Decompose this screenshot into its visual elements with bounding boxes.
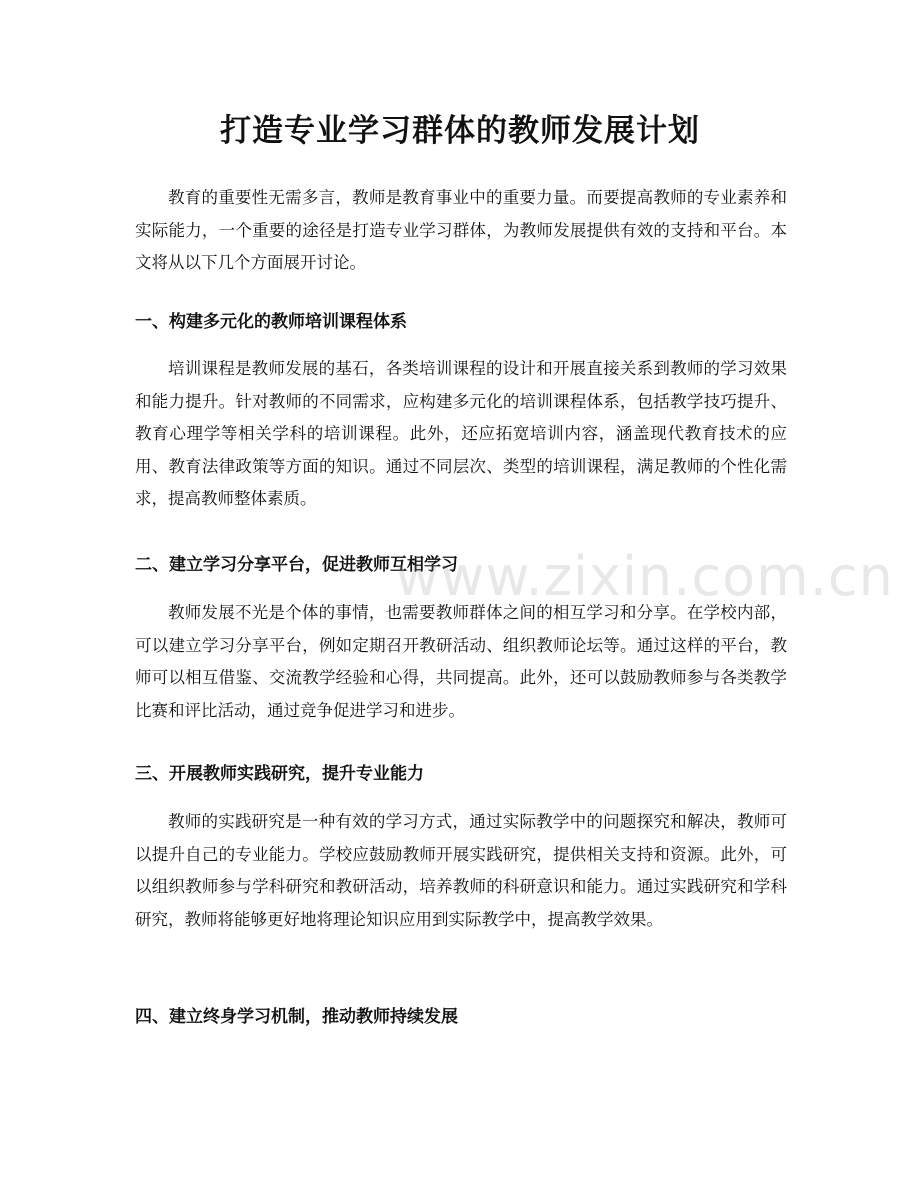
section-heading: 二、建立学习分享平台，促进教师互相学习 [135, 555, 458, 575]
section-paragraph: 教师发展不光是个体的事情，也需要教师群体之间的相互学习和分享。在学校内部，可以建立学习分享平台，例如定期召开教研活动、组织教师论坛等。通过这样的平台，教师可以相互借鉴、交流教学经验和心得，共同提高。此外，还可以鼓励教师参与各类教学比赛和评比活动，通过竞争促进学习和进步。 [135, 603, 787, 720]
section-heading: 四、建立终身学习机制，推动教师持续发展 [135, 1007, 458, 1027]
section-3 [135, 760, 787, 788]
watermark: www.zixin.com.cn [395, 545, 894, 608]
section-paragraph: 培训课程是教师发展的基石，各类培训课程的设计和开展直接关系到教师的学习效果和能力提升。针对教师的不同需求，应构建多元化的培训课程体系，包括教学技巧提升、教育心理学等相关学科的培训课程。此外，还应拓宽培训内容，涵盖现代教育技术的应用、教育法律政策等方面的知识。通过不同层次、类型的培训课程，满足教师的个性化需求，提高教师整体素质。 [135, 359, 787, 508]
intro-paragraph: 教育的重要性无需多言，教师是教育事业中的重要力量。而要提高教师的专业素养和实际能力，一个重要的途径是打造专业学习群体，为教师发展提供有效的支持和平台。本文将从以下几个方面展开讨论。 [135, 188, 787, 272]
section-4 [135, 1003, 787, 1031]
section-1-body [135, 353, 787, 516]
section-heading: 一、构建多元化的教师培训课程体系 [135, 312, 407, 332]
intro-block [135, 182, 787, 280]
section-paragraph: 教师的实践研究是一种有效的学习方式，通过实际教学中的问题探究和解决，教师可以提升自己的专业能力。学校应鼓励教师开展实践研究，提供相关支持和资源。此外，可以组织教师参与学科研究和教研活动，培养教师的科研意识和能力。通过实践研究和学科研究，教师将能够更好地将理论知识应用到实际教学中，提高教学效果。 [135, 812, 787, 929]
section-2 [135, 551, 787, 579]
section-2-body [135, 597, 787, 727]
section-1 [135, 308, 787, 336]
section-3-body [135, 806, 787, 936]
section-heading: 三、开展教师实践研究，提升专业能力 [135, 764, 424, 784]
document-title: 打造专业学习群体的教师发展计划 [220, 113, 700, 149]
